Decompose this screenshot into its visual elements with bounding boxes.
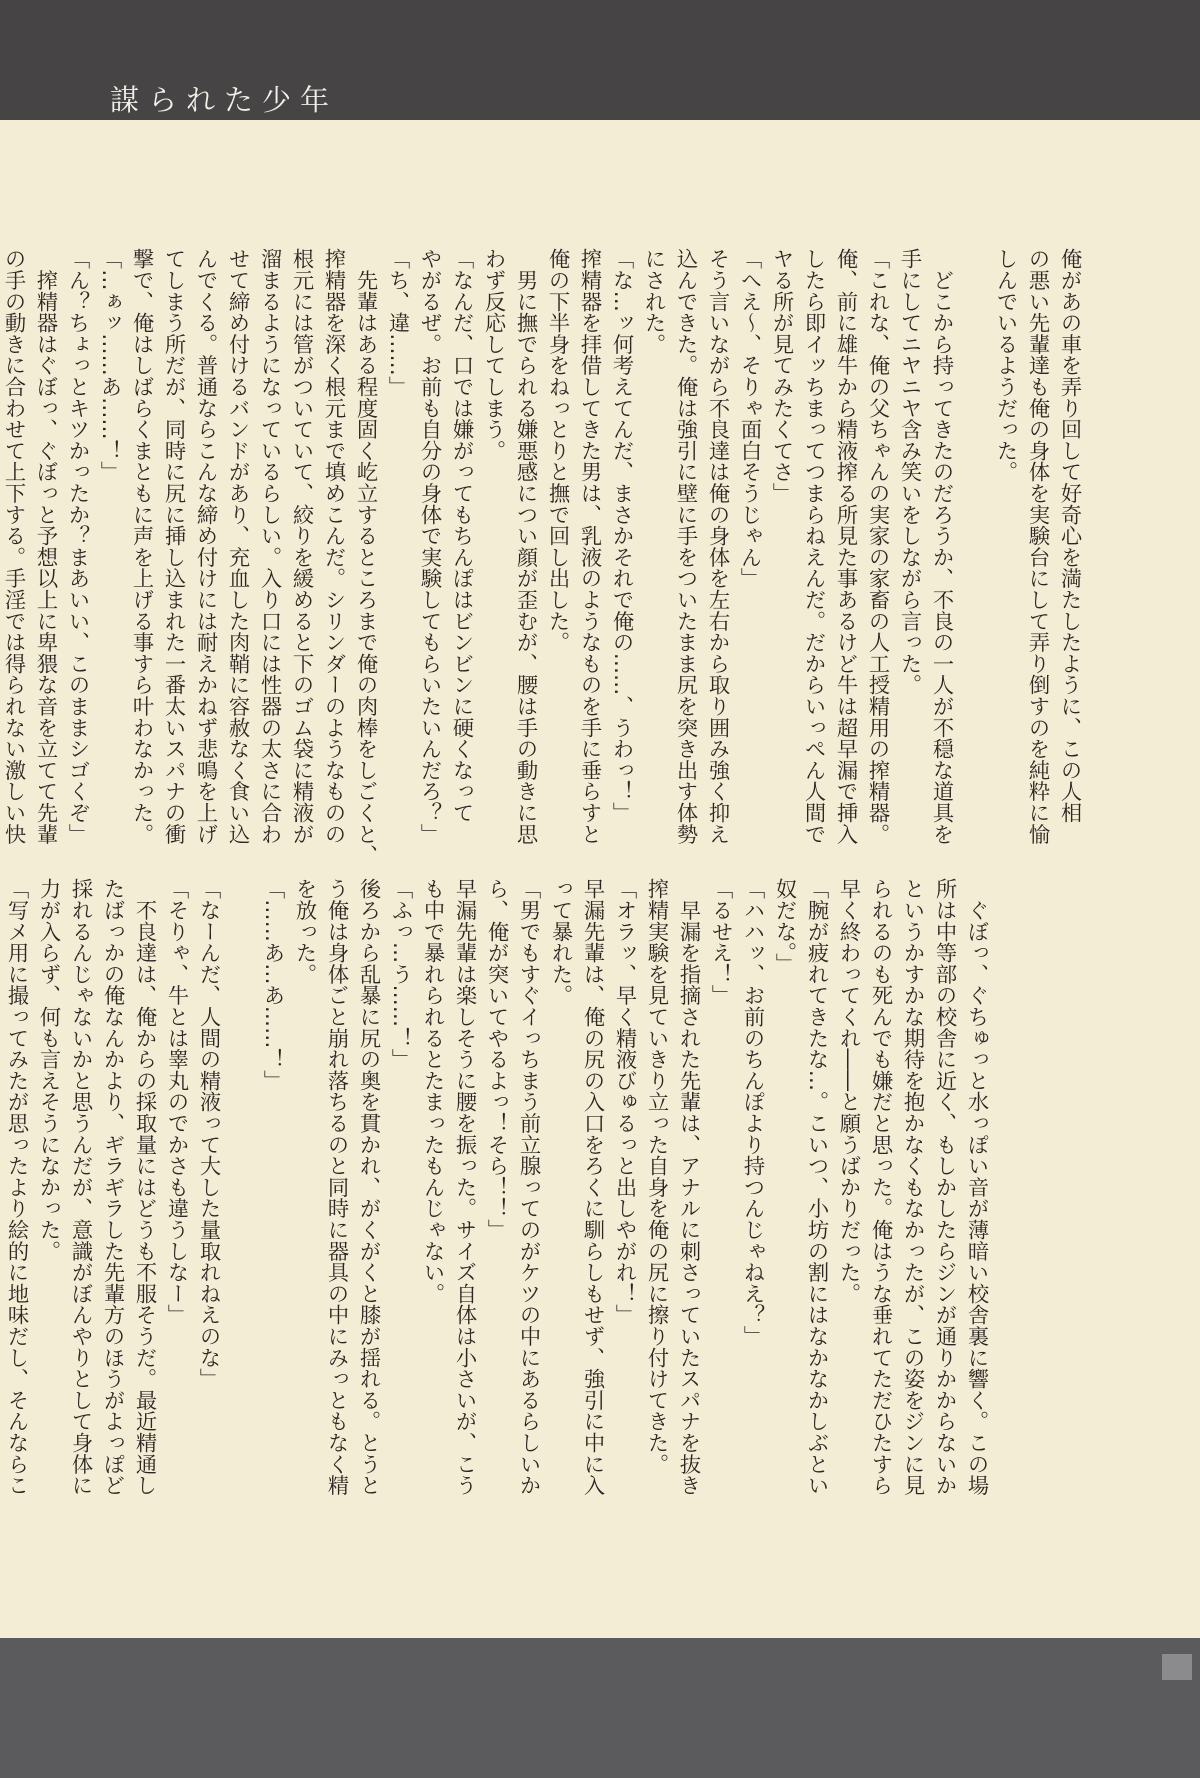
text-line: 搾精器を拝借してきた男は、乳液のようなものを手に垂らすと bbox=[577, 248, 602, 845]
text-line: 先輩はある程度固く屹立するところまで俺の肉棒をしごくと、 bbox=[353, 248, 378, 866]
text-line: 搾精器はぐぼっ、ぐぼっと予想以上に卑猥な音を立てて先輩 bbox=[33, 248, 58, 845]
footer-band bbox=[0, 1638, 1200, 1778]
text-line: せて締め付けるバンドがあり、充血した肉鞘に容赦なく食い込 bbox=[225, 248, 250, 845]
text-line: 採れるんじゃないかと思うんだが、意識がぼんやりとして身体に bbox=[68, 878, 93, 1496]
text-line: 不良達は、俺からの採取量にはどうも不服そうだ。最近精通し bbox=[132, 878, 157, 1496]
text-line: やがるぜ。お前も自分の身体で実験してもらいたいんだろ？」 bbox=[417, 248, 442, 845]
lower-text-block bbox=[4, 878, 992, 1496]
text-line: 俺、前に雄牛から精液搾る所見た事あるけど牛は超早漏で挿入 bbox=[833, 248, 858, 845]
text-line: 「へえ〜、そりゃ面白そうじゃん」 bbox=[737, 248, 762, 589]
text-line: たばっかの俺なんかより、ギラギラした先輩方のほうがよっぽど bbox=[100, 878, 125, 1496]
text-line: 込んできた。俺は強引に壁に手をついたまま尻を突き出す体勢 bbox=[673, 248, 698, 845]
text-line: 早漏先輩は、俺の尻の入口をろくに馴らしもせず、強引に中に入 bbox=[580, 878, 605, 1496]
text-line: したら即イッちまってつまらねえんだ。だからいっぺん人間で bbox=[801, 248, 826, 845]
text-line: って暴れた。 bbox=[548, 878, 573, 1006]
text-line: も中で暴れられるとたまったもんじゃない。 bbox=[420, 878, 445, 1304]
text-line: 「……あ…あ……！」 bbox=[260, 878, 285, 1091]
text-line: 「ふっ…う……！」 bbox=[388, 878, 413, 1070]
page-title: 謀られた少年 bbox=[110, 83, 339, 117]
text-line: 所は中等部の校舎に近く、もしかしたらジンが通りかからないか bbox=[932, 878, 957, 1496]
text-line: 根元には管がついていて、絞りを緩めると下のゴム袋に精液が bbox=[289, 248, 314, 845]
text-line: 「オラッ、早く精液びゅるっと出しやがれ！」 bbox=[612, 878, 637, 1326]
text-line: 搾精器を深く根元まで填めこんだ。シリンダーのようなものの bbox=[321, 248, 346, 845]
text-line: 「男でもすぐイっちまう前立腺ってのがケツの中にあるらしいか bbox=[516, 878, 541, 1496]
text-line: 「るせえ！」 bbox=[708, 878, 733, 1006]
text-line: 「腕が疲れてきたな…。こいつ、小坊の割にはなかなかしぶとい bbox=[804, 878, 829, 1496]
text-line: 「な…ッ何考えてんだ、まさかそれで俺の……、うわっ！」 bbox=[609, 248, 634, 824]
text-line: 男に撫でられる嫌悪感につい顔が歪むが、腰は手の動きに思 bbox=[513, 248, 538, 845]
text-line: 俺があの車を弄り回して好奇心を満たしたように、この人相 bbox=[1057, 248, 1082, 824]
text-line bbox=[224, 878, 256, 1322]
text-line: 「ハハッ、お前のちんぽより持つんじゃねえ？」 bbox=[740, 878, 765, 1347]
text-line: わず反応してしまう。 bbox=[481, 248, 506, 461]
text-line: 搾精実験を見ていきり立った自身を俺の尻に擦り付けてきた。 bbox=[644, 878, 669, 1475]
text-line: ぐぼっ、ぐちゅっと水っぽい音が薄暗い校舎裏に響く。この場 bbox=[964, 878, 989, 1496]
text-line: 「ち、違……」 bbox=[385, 248, 410, 398]
text-line: にされた。 bbox=[641, 248, 666, 355]
header-band bbox=[0, 0, 1200, 120]
text-line: 「なーんだ、人間の精液って大した量取れねえのな」 bbox=[196, 878, 221, 1390]
text-line: 「これな、俺の父ちゃんの実家の家畜の人工授精用の搾精器。 bbox=[865, 248, 890, 845]
text-line: どこから持ってきたのだろうか、不良の一人が不穏な道具を bbox=[929, 248, 954, 845]
text-line: そう言いながら不良達は俺の身体を左右から取り囲み強く抑え bbox=[705, 248, 730, 845]
text-line: しんでいるようだった。 bbox=[993, 248, 1018, 483]
text-line: というかすかな期待を抱かなくもなかったが、この姿をジンに見 bbox=[900, 878, 925, 1496]
text-line: 奴だな。」 bbox=[772, 878, 797, 974]
text-line: 早漏を指摘された先輩は、アナルに刺さっていたスパナを抜き bbox=[676, 878, 701, 1496]
upper-text-block bbox=[1, 248, 1085, 866]
text-line: 撃で、俺はしばらくまともに声を上げる事すら叶わなかった。 bbox=[129, 248, 154, 845]
text-line: ら、俺が突いてやるよっ！そら！！」 bbox=[484, 878, 509, 1241]
text-line: 早く終わってくれ――と願うばかりだった。 bbox=[836, 878, 861, 1304]
text-line: 「ん？ちょっとキツかったか？まあいい、このままシゴくぞ」 bbox=[65, 248, 90, 845]
text-line: 「そりゃ、牛とは睾丸のでかさも違うしなー」 bbox=[164, 878, 189, 1326]
text-line: を放った。 bbox=[292, 878, 317, 985]
text-line: 「なんだ、口では嫌がってもちんぽはビンビンに硬くなって bbox=[449, 248, 474, 824]
text-line: てしまう所だが、同時に尻に挿し込まれた一番太いスパナの衝 bbox=[161, 248, 186, 845]
text-line: 俺の下半身をねっとりと撫で回し出した。 bbox=[545, 248, 570, 653]
text-line: う俺は身体ごと崩れ落ちるのと同時に器具の中にみっともなく精 bbox=[324, 878, 349, 1496]
page-number bbox=[1162, 1654, 1192, 1680]
text-line: 手にしてニヤニヤ含み笑いをしながら言った。 bbox=[897, 248, 922, 696]
text-line: 力が入らず、何も言えそうになかった。 bbox=[36, 878, 61, 1262]
text-line: 後ろから乱暴に尻の奥を貫かれ、がくがくと膝が揺れる。とうと bbox=[356, 878, 381, 1496]
text-line: 「…ぁッ……あ……！」 bbox=[97, 248, 122, 483]
text-line: られるのも死んでも嫌だと思った。俺はうな垂れてただひたすら bbox=[868, 878, 893, 1496]
text-line: 「写メ用に撮ってみたが思ったより絵的に地味だし、そんならこ bbox=[4, 878, 29, 1496]
text-line: んでくる。普通ならこんな締め付けには耐えかねず悲鳴を上げ bbox=[193, 248, 218, 845]
text-line: 溜まるようになっているらしい。入り口には性器の太さに合わ bbox=[257, 248, 282, 845]
text-line bbox=[957, 248, 989, 840]
text-line: の悪い先輩達も俺の身体を実験台にして弄り倒すのを純粋に愉 bbox=[1025, 248, 1050, 845]
text-line: の手の動きに合わせて上下する。手淫では得られない激しい快 bbox=[1, 248, 26, 845]
text-line: 早漏先輩は楽しそうに腰を振った。サイズ自体は小さいが、こう bbox=[452, 878, 477, 1496]
text-line: ヤる所が見てみたくてさ」 bbox=[769, 248, 794, 504]
